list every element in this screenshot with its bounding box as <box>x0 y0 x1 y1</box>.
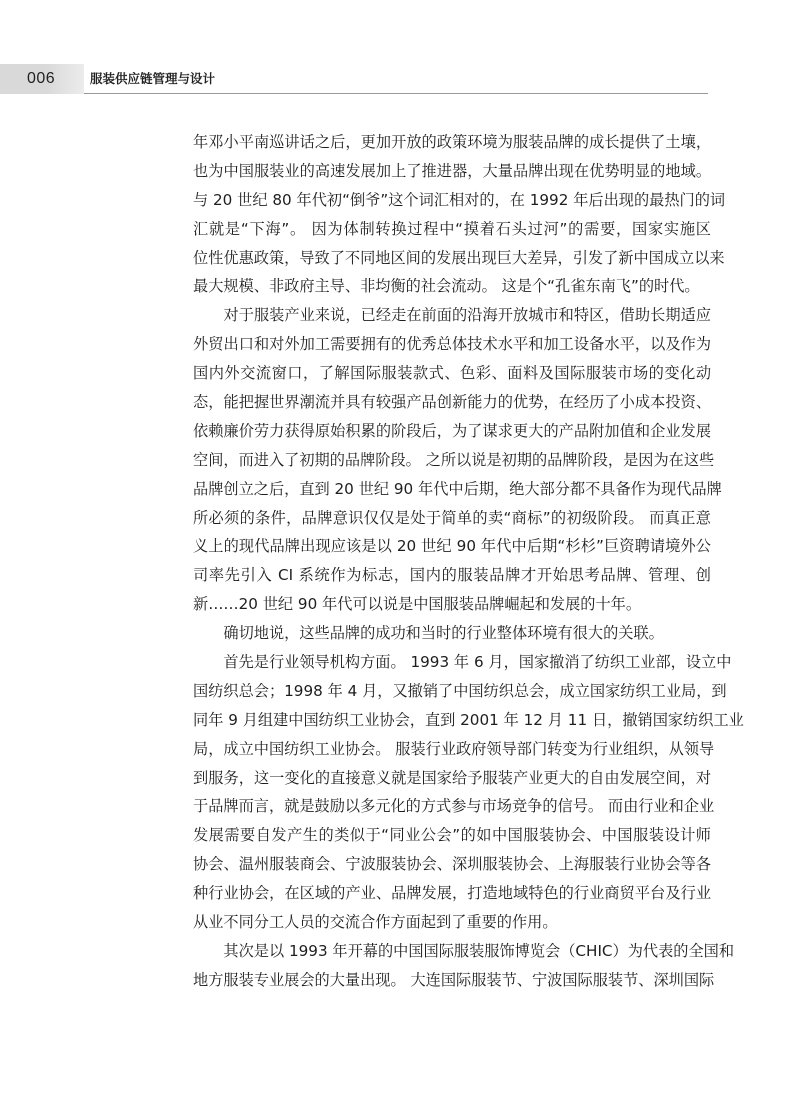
text-line: 同年 9 月组建中国纺织工业协会，直到 2001 年 12 月 11 日，撤销国家纺织工业 <box>193 710 744 729</box>
text-line: 与 20 世纪 80 年代初“倒爷”这个词汇相对的，在 1992 年后出现的最热门的词 <box>193 190 726 209</box>
text-line: 空间，而进入了初期的品牌阶段。 之所以说是初期的品牌阶段，是因为在这些 <box>193 450 715 469</box>
text-line: 于品牌而言，就是鼓励以多元化的方式参与市场竞争的信号。 而由行业和企业 <box>193 797 715 816</box>
text-line: 最大规模、非政府主导、非均衡的社会流动。 这是个“孔雀东南飞”的时代。 <box>193 277 700 296</box>
text-line: 外贸出口和对外加工需要拥有的优秀总体技术水平和加工设备水平，以及作为 <box>193 335 711 354</box>
text-line: 也为中国服装业的高速发展加上了推进器，大量品牌出现在优势明显的地域。 <box>193 161 711 180</box>
text-line: 态，能把握世界潮流并具有较强产品创新能力的优势，在经历了小成本投资、 <box>193 393 711 412</box>
text-line: 义上的现代品牌出现应该是以 20 世纪 90 年代中后期“杉杉”巨资聘请境外公 <box>193 537 711 556</box>
book-title: 服装供应链管理与设计 <box>90 71 216 86</box>
text-line: 司率先引入 CI 系统作为标志，国内的服装品牌才开始思考品牌、管理、创 <box>193 566 711 585</box>
page-number: 006 <box>27 70 56 87</box>
text-line: 种行业协会，在区域的产业、品牌发展，打造地域特色的行业商贸平台及行业 <box>193 884 711 903</box>
text-line: 汇就是“下海”。 因为体制转换过程中“摸着石头过河”的需要，国家实施区 <box>193 219 711 238</box>
text-line: 位性优惠政策，导致了不同地区间的发展出现巨大差异，引发了新中国成立以来 <box>193 248 725 267</box>
text-line: 确切地说，这些品牌的成功和当时的行业整体环境有很大的关联。 <box>193 624 664 643</box>
text-line: 品牌创立之后，直到 20 世纪 90 年代中后期，绝大部分都不具备作为现代品牌 <box>193 479 722 498</box>
text-line: 地方服装专业展会的大量出现。 大连国际服装节、宁波国际服装节、深圳国际 <box>193 970 715 989</box>
text-line: 国纺织总会；1998 年 4 月，又撤销了中国纺织总会，成立国家纺织工业局，到 <box>193 681 727 700</box>
text-line: 所必须的条件，品牌意识仅仅是处于简单的卖“商标”的初级阶段。 而真正意 <box>193 508 711 527</box>
text-line: 对于服装产业来说，已经走在前面的沿海开放城市和特区，借助长期适应 <box>193 306 711 325</box>
text-line: 协会、温州服装商会、宁波服装协会、深圳服装协会、上海服装行业协会等各 <box>193 855 711 874</box>
text-line: 年邓小平南巡讲话之后，更加开放的政策环境为服装品牌的成长提供了土壤， <box>193 133 711 151</box>
body-text <box>193 128 744 995</box>
text-line: 依赖廉价劳力获得原始积累的阶段后，为了谋求更大的产品附加值和企业发展 <box>193 421 711 440</box>
text-line: 局，成立中国纺织工业协会。 服装行业政府领导部门转变为行业组织，从领导 <box>193 739 715 758</box>
text-line: 发展需要自发产生的类似于“同业公会”的如中国服装协会、中国服装设计师 <box>193 826 711 845</box>
text-line: 从业不同分工人员的交流合作方面起到了重要的作用。 <box>193 913 558 932</box>
header-rule <box>84 93 708 94</box>
text-line: 到服务，这一变化的直接意义就是国家给予服装产业更大的自由发展空间，对 <box>193 768 711 787</box>
text-line: 其次是以 1993 年开幕的中国国际服装服饰博览会（CHIC）为代表的全国和 <box>193 941 735 960</box>
text-line: 首先是行业领导机构方面。 1993 年 6 月，国家撤消了纺织工业部，设立中 <box>193 653 732 672</box>
text-line: 国内外交流窗口，了解国际服装款式、色彩、面料及国际服装市场的变化动 <box>193 364 711 383</box>
text-line: 新……20 世纪 90 年代可以说是中国服装品牌崛起和发展的十年。 <box>193 595 642 614</box>
